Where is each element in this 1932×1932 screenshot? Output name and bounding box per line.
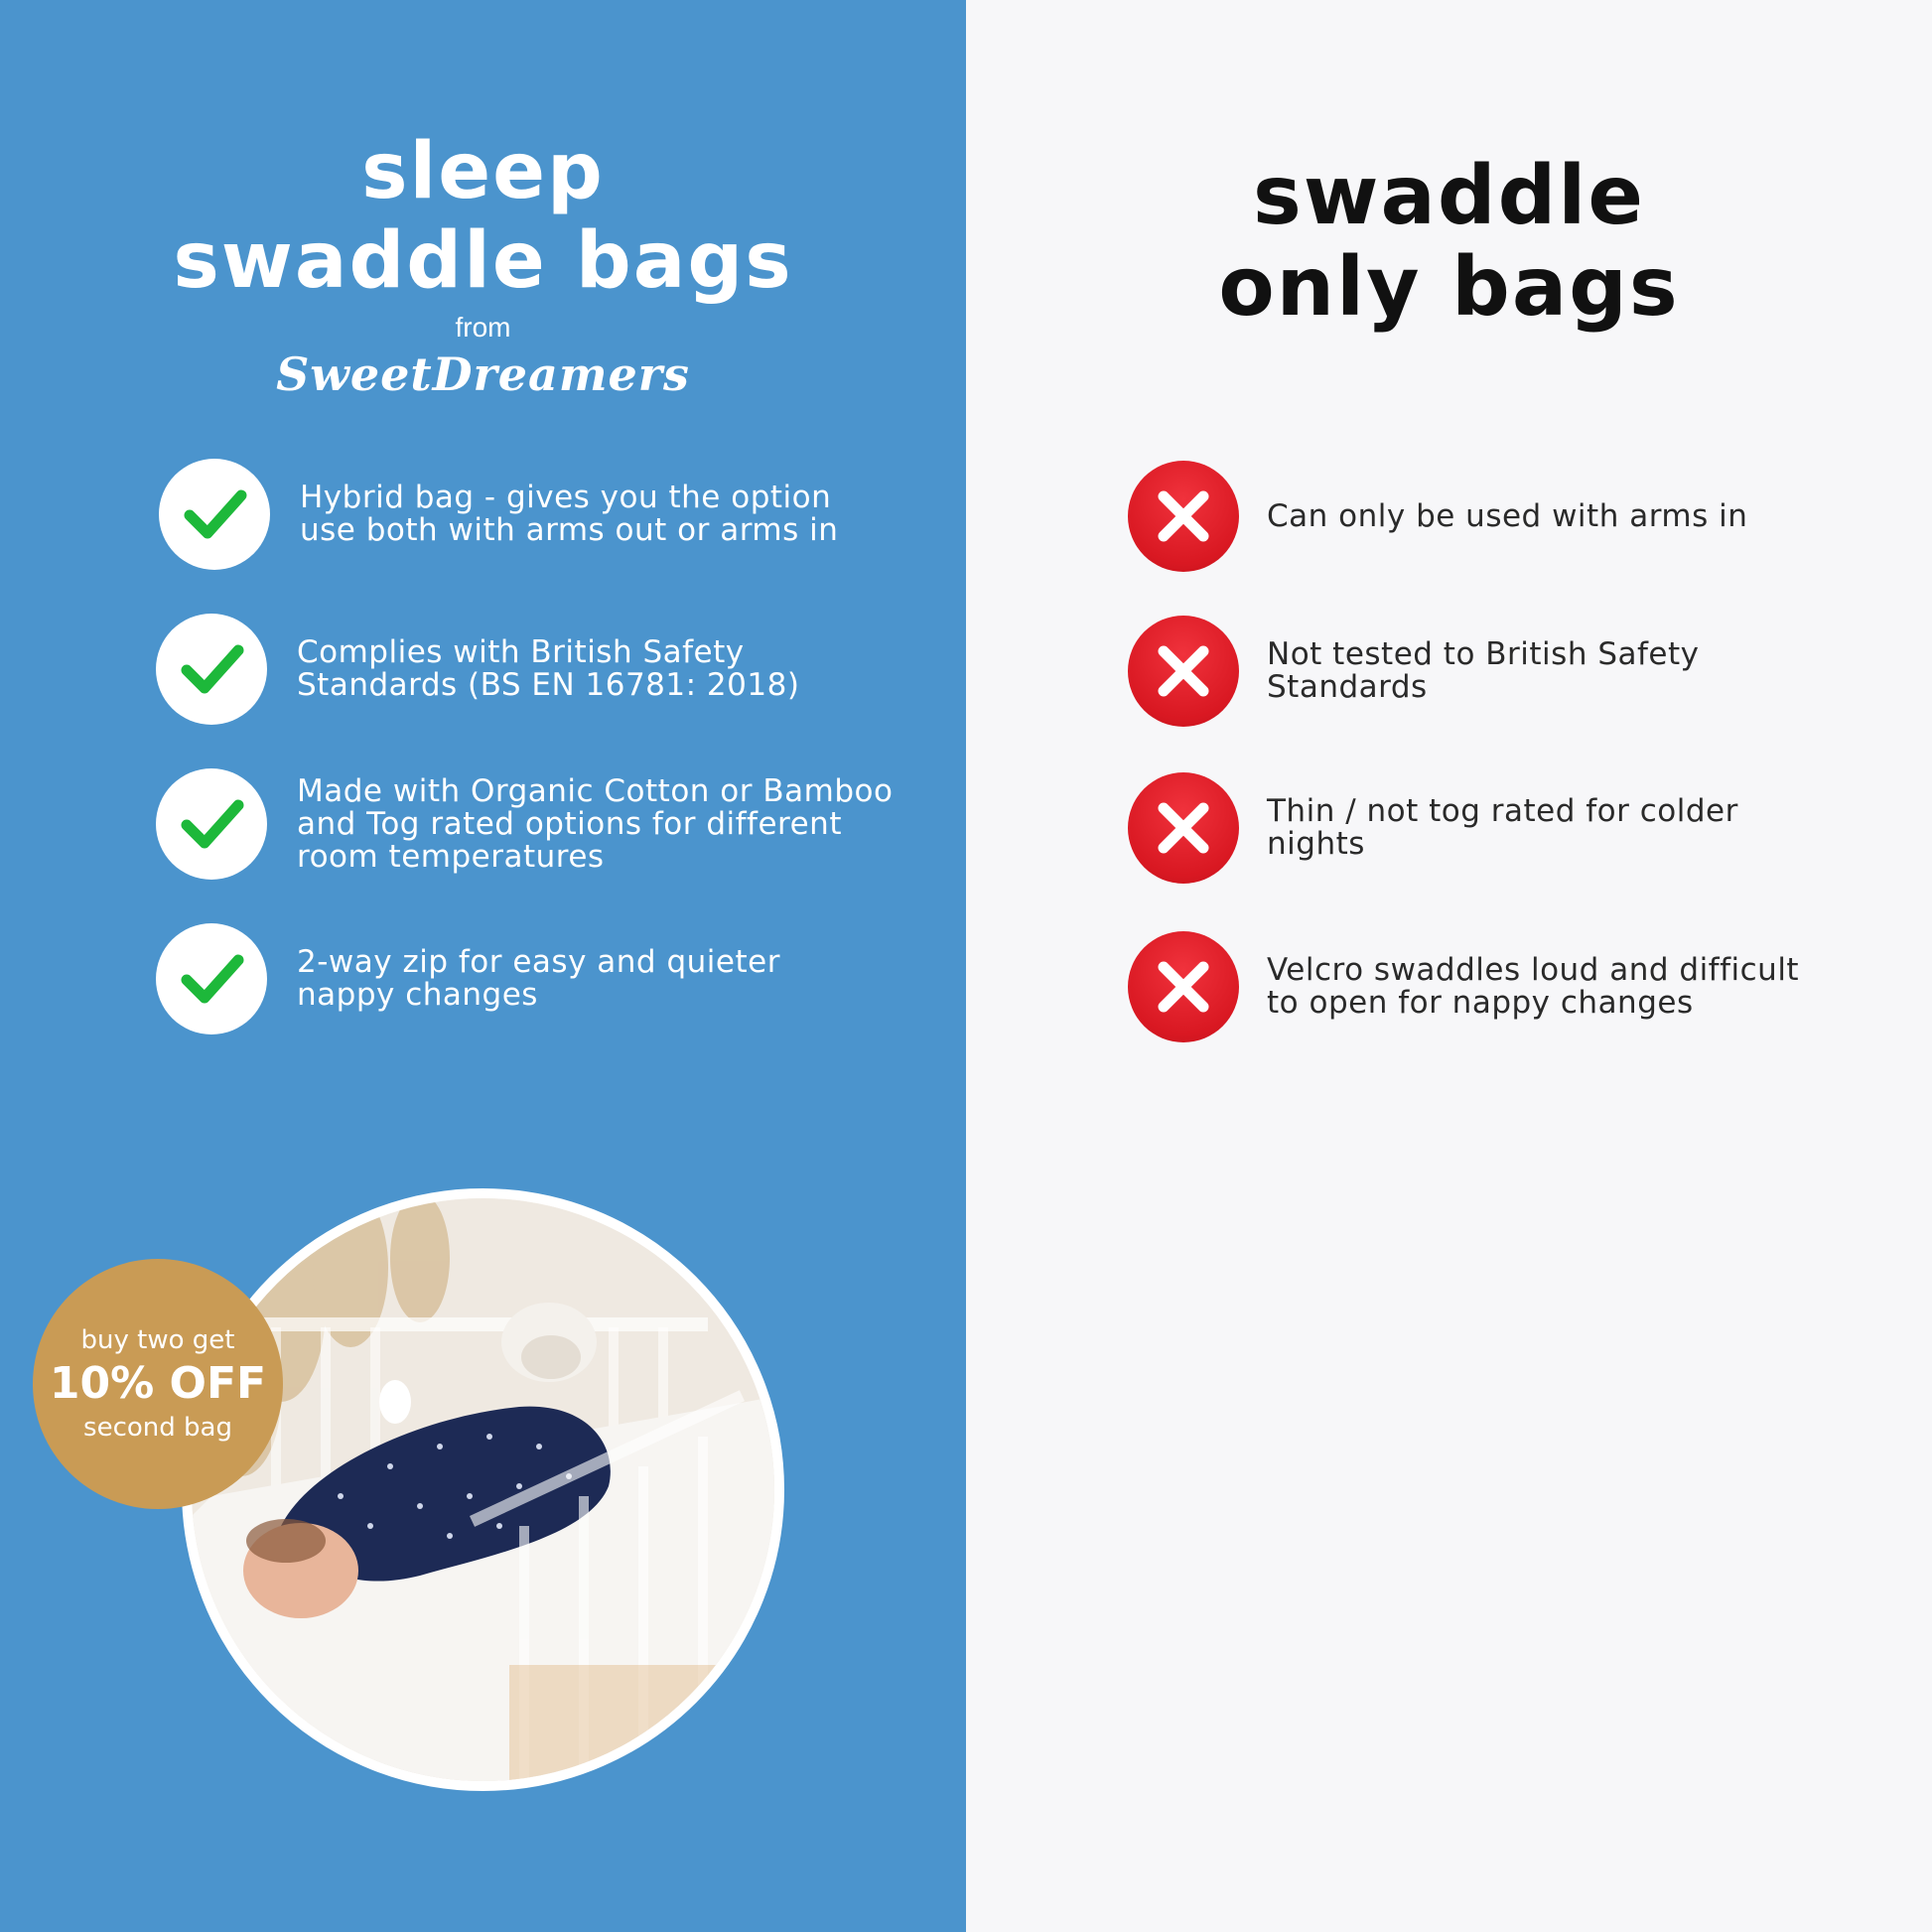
right-title-line2: only bags — [1218, 240, 1680, 335]
promo-discount: 10% OFF — [49, 1358, 267, 1409]
cross-icon — [1128, 616, 1239, 727]
sleep-bag-photo — [182, 1188, 784, 1791]
benefit-text: Complies with British Safety Standards (BS EN 16781: 2018) — [297, 634, 800, 703]
check-icon — [156, 768, 267, 880]
benefit-item — [156, 923, 780, 1035]
promo-line1: buy two get — [80, 1325, 235, 1355]
benefit-item — [156, 614, 799, 725]
cross-icon — [1128, 772, 1239, 884]
promo-line3: second bag — [83, 1413, 232, 1443]
drawback-item — [1128, 931, 1799, 1042]
drawback-item — [1128, 772, 1738, 884]
left-title-line1: sleep — [361, 127, 605, 216]
right-title-line1: swaddle — [1252, 149, 1645, 243]
right-title — [966, 151, 1932, 334]
check-icon — [156, 923, 267, 1035]
cross-icon — [1128, 461, 1239, 572]
check-icon — [156, 614, 267, 725]
benefit-text: 2-way zip for easy and quieter nappy changes — [297, 944, 780, 1013]
benefit-text: Made with Organic Cotton or Bamboo and Tog rated options for different room temperatures — [297, 772, 894, 875]
drawback-text: Velcro swaddles loud and difficult to open for nappy changes — [1267, 952, 1800, 1021]
brand-logo: SweetDreamers — [276, 347, 690, 401]
from-text: from — [455, 312, 511, 343]
promo-badge — [33, 1259, 283, 1509]
benefit-item — [159, 459, 838, 570]
drawback-text: Not tested to British Safety Standards — [1267, 636, 1700, 705]
right-panel — [966, 0, 1932, 1932]
benefit-text: Hybrid bag - gives you the option use both with arms out or arms in — [300, 480, 839, 548]
cross-icon — [1128, 931, 1239, 1042]
check-icon — [159, 459, 270, 570]
drawback-text: Thin / not tog rated for colder nights — [1267, 793, 1738, 862]
benefit-item — [156, 768, 893, 880]
drawback-item — [1128, 616, 1699, 727]
left-title — [0, 127, 966, 306]
drawback-text: Can only be used with arms in — [1267, 497, 1748, 534]
drawback-item — [1128, 461, 1747, 572]
left-title-line2: swaddle bags — [173, 216, 793, 306]
